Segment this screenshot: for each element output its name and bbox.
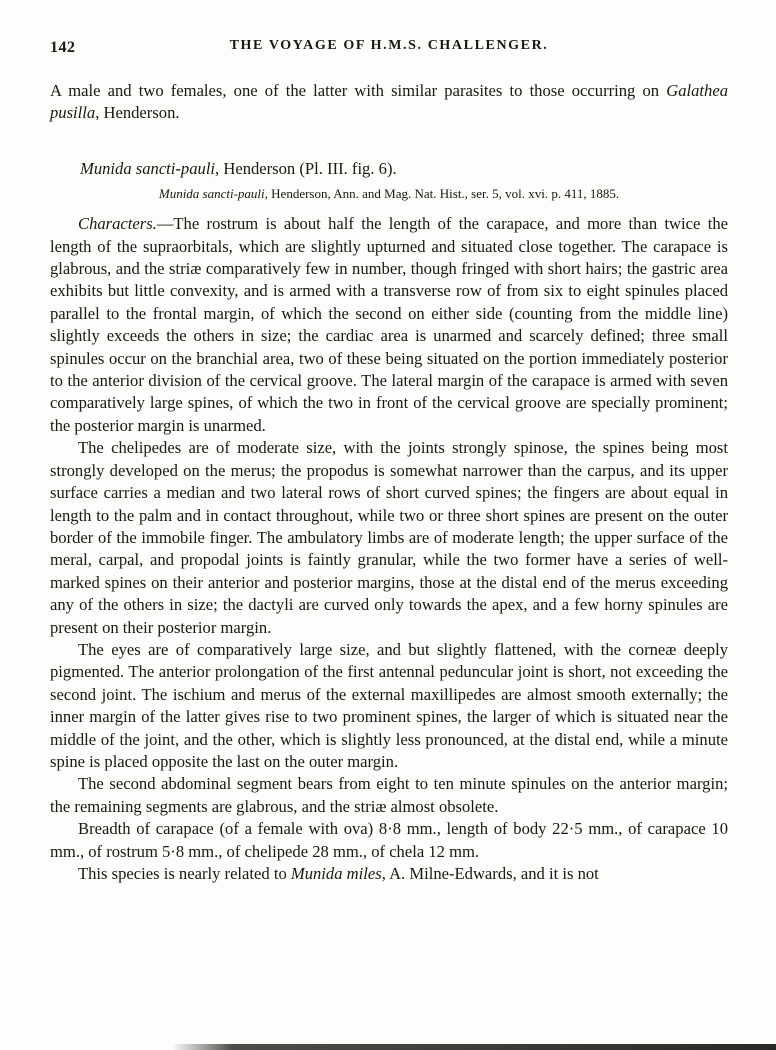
text-segment: , Henderson. bbox=[95, 103, 180, 123]
italic-text-segment: Munida sancti-pauli bbox=[158, 186, 265, 202]
species-heading bbox=[50, 158, 728, 180]
body-paragraph bbox=[50, 818, 728, 863]
running-title: THE VOYAGE OF H.M.S. CHALLENGER. bbox=[229, 38, 549, 53]
text-segment: The second abdominal segment bears from eight to ten minute spinules on the anterior margin; the remaining segments are glabrous, and the striæ almost obsolete. bbox=[50, 774, 728, 816]
text-segment: , A. Milne-Edwards, and it is not bbox=[381, 864, 599, 883]
citation bbox=[50, 185, 728, 202]
italic-text-segment: Characters. bbox=[78, 214, 157, 234]
scan-edge-artifact bbox=[172, 1044, 776, 1050]
italic-text-segment: Munida sancti-pauli bbox=[80, 158, 216, 178]
body-paragraph bbox=[50, 80, 728, 125]
page-header bbox=[50, 38, 728, 60]
italic-text-segment: Galathea pusilla bbox=[50, 81, 728, 123]
text-segment: A male and two females, one of the latter with similar parasites to those occurring on bbox=[50, 81, 667, 100]
text-segment: , Henderson (Pl. III. fig. 6). bbox=[215, 158, 397, 178]
text-segment: This species is nearly related to bbox=[78, 864, 291, 883]
body-paragraph bbox=[50, 213, 728, 437]
text-segment: The chelipedes are of moderate size, with the joints strongly spinose, the spines being most strongly developed on the merus; the propodus is somewhat narrower than the carpus, and its upper surface carries a median and two lateral rows of short curved spines; the fingers are about equal in length to the palm and in contact throughout, while two or three short spines are present on the outer border of the immobile finger. The ambulatory limbs are of moderate length; the upper surface of the meral, carpal, and propodal joints is faintly granular, while the two former have a series of well-marked spines on their anterior and posterior margins, those at the distal end of the merus exceeding any of the others in size; the dactyli are curved only towards the apex, and a few horny spinules are present on their posterior margin. bbox=[50, 438, 728, 637]
body-paragraph bbox=[50, 863, 728, 885]
text-segment: Breadth of carapace (of a female with ova) 8·8 mm., length of body 22·5 mm., of carapace 10 mm., of rostrum 5·8 mm., of chelipede 28 mm., of chela 12 mm. bbox=[50, 819, 728, 861]
page-number: 142 bbox=[50, 39, 76, 56]
text-segment: —The rostrum is about half the length of the carapace, and more than twice the length of the supraorbitals, which are slightly upturned and situated close together. The carapace is glabrous, and the striæ comparatively few in number, though fringed with short hairs; the gastric area exhibits but little convexity, and is armed with a transverse row of from six to eight spinules placed parallel to the frontal margin, of which the second on either side (counting from the middle line) slightly exceeds the others in size; the cardiac area is unarmed and scarcely defined; three small spinules occur on the branchial area, two of these being situated on the portion immediately posterior to the anterior division of the cervical groove. The lateral margin of the carapace is armed with seven comparatively large spines, of which the two in front of the cervical groove are specially prominent; the posterior margin is unarmed. bbox=[50, 214, 728, 435]
body-paragraph bbox=[50, 639, 728, 773]
page-body bbox=[50, 80, 728, 885]
italic-text-segment: Munida miles bbox=[290, 864, 382, 883]
body-paragraph bbox=[50, 437, 728, 639]
text-segment: The eyes are of comparatively large size, and but slightly flattened, with the corneæ deeply pigmented. The anterior prolongation of the first antennal peduncular joint is short, not exceeding the second joint. The ischium and merus of the external maxillipedes are almost smooth externally; the inner margin of the latter gives rise to two prominent spines, the larger of which is situated near the middle of the joint, and the other, which is slightly less pronounced, at the distal end, while a minute spine is placed opposite the last on the outer margin. bbox=[50, 639, 728, 771]
text-segment: , Henderson, Ann. and Mag. Nat. Hist., ser. 5, vol. xvi. p. 411, 1885. bbox=[264, 186, 620, 202]
body-paragraph bbox=[50, 773, 728, 818]
